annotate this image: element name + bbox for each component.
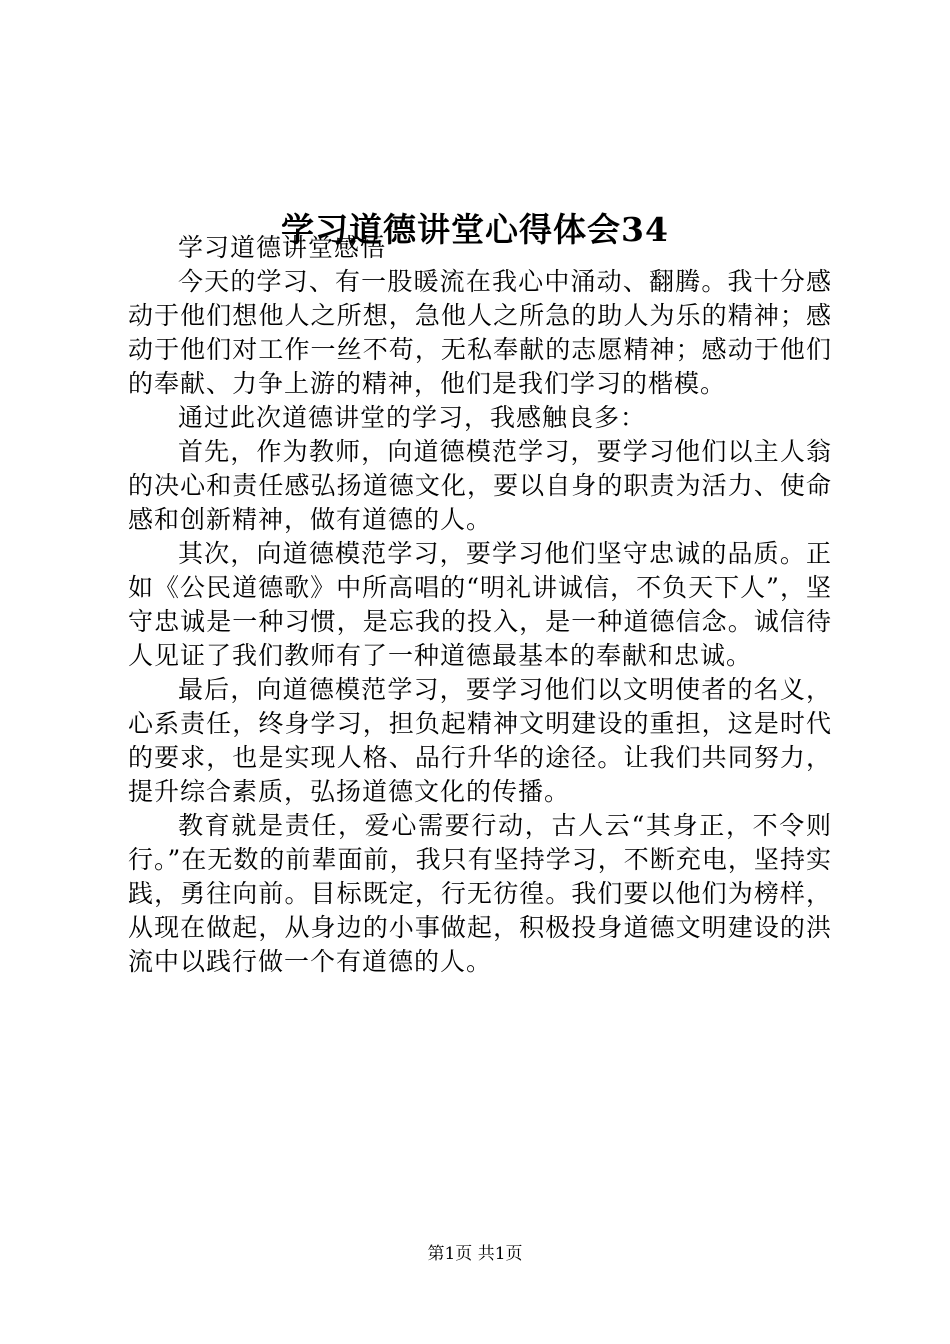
document-title: 学习道德讲堂心得体会34 — [281, 210, 669, 250]
subtitle-paragraph: 学习道德讲堂感悟 — [178, 233, 387, 262]
body-paragraph: 今天的学习、有一股暖流在我心中涌动、翻腾。我十分感动于他们想他人之所想，急他人之所急的助人为乐的精神；感动于他们对工作一丝不苟，无私奉献的志愿精神；感动于他们的奉献、力争上游的精神，他们是我们学习的楷模。 — [128, 267, 832, 398]
body-paragraph: 首先，作为教师，向道德模范学习，要学习他们以主人翁的决心和责任感弘扬道德文化，要以自身的职责为活力、使命感和创新精神，做有道德的人。 — [128, 437, 832, 534]
document-body — [128, 231, 832, 979]
page-footer: 第1页 共1页 — [427, 1244, 523, 1264]
body-paragraph: 教育就是责任，爱心需要行动，古人云“其身正，不令则行。”在无数的前辈面前，我只有坚持学习，不断充电，坚持实践，勇往向前。目标既定，行无彷徨。我们要以他们为榜样，从现在做起，从身边的小事做起，积极投身道德文明建设的洪流中以践行做一个有道德的人。 — [128, 811, 832, 976]
body-paragraph: 最后，向道德模范学习，要学习他们以文明使者的名义，心系责任，终身学习，担负起精神文明建设的重担，这是时代的要求，也是实现人格、品行升华的途径。让我们共同努力，提升综合素质，弘扬道德文化的传播。 — [128, 675, 832, 806]
body-paragraph: 其次，向道德模范学习，要学习他们坚守忠诚的品质。正如《公民道德歌》中所高唱的“明礼讲诚信，不负天下人”，坚守忠诚是一种习惯，是忘我的投入，是一种道德信念。诚信待人见证了我们教师有了一种道德最基本的奉献和忠诚。 — [128, 539, 832, 670]
body-paragraph: 通过此次道德讲堂的学习，我感触良多： — [178, 403, 647, 432]
